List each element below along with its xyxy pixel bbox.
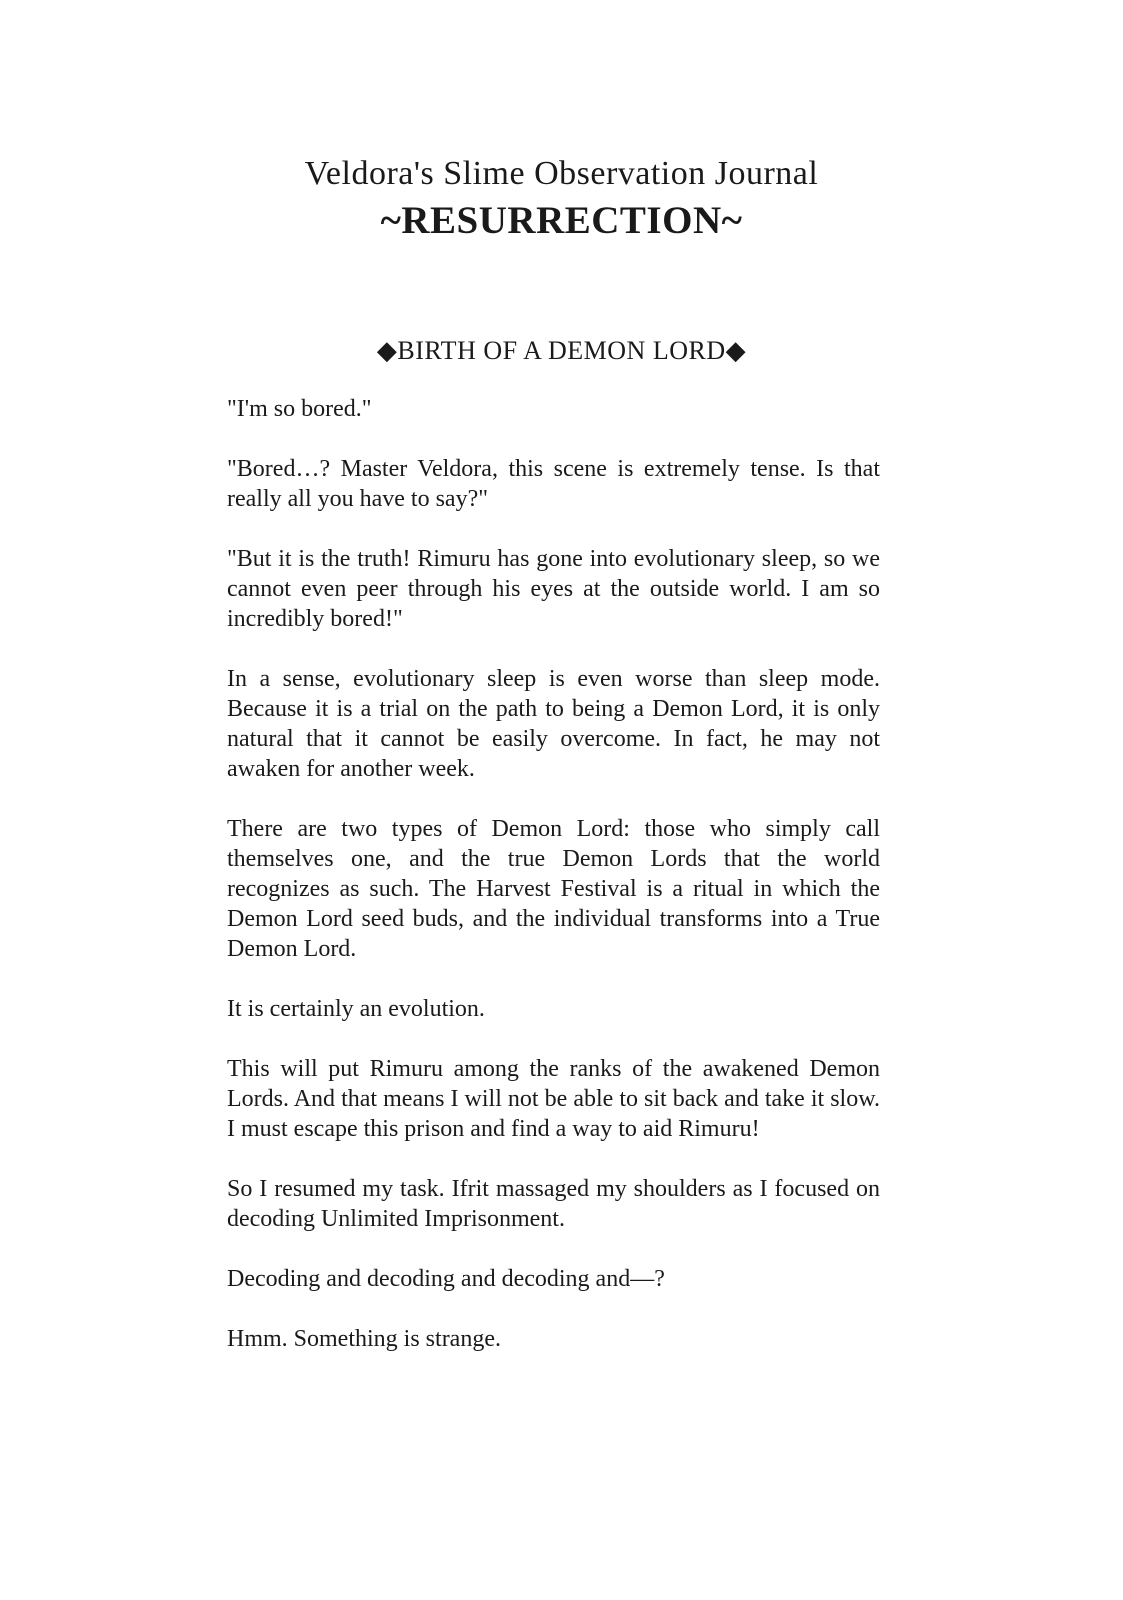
section-heading: ◆BIRTH OF A DEMON LORD◆ (376, 336, 747, 365)
paragraph-9: Decoding and decoding and decoding and—? (227, 1266, 665, 1292)
paragraph-3: "But it is the truth! Rimuru has gone into evolutionary sleep, so we cannot even peer through his eyes at the outside world. I am so incredibly bored!" (227, 546, 880, 632)
paragraph-1: "I'm so bored." (227, 396, 372, 422)
paragraph-4: In a sense, evolutionary sleep is even worse than sleep mode. Because it is a trial on the path to being a Demon Lord, it is only natural that it cannot be easily overcome. In fact, he may not awaken for another week. (227, 666, 880, 782)
paragraph-8: So I resumed my task. Ifrit massaged my shoulders as I focused on decoding Unlimited Imprisonment. (227, 1176, 880, 1232)
paragraph-5: There are two types of Demon Lord: those who simply call themselves one, and the true Demon Lords that the world recognizes as such. The Harvest Festival is a ritual in which the Demon Lord seed buds, and the individual transforms into a True Demon Lord. (227, 816, 880, 962)
paragraph-7: This will put Rimuru among the ranks of the awakened Demon Lords. And that means I will not be able to sit back and take it slow. I must escape this prison and find a way to aid Rimuru! (227, 1056, 880, 1142)
book-title: Veldora's Slime Observation Journal (304, 155, 819, 192)
book-subtitle: ~RESURRECTION~ (380, 199, 743, 242)
paragraph-6: It is certainly an evolution. (227, 996, 485, 1022)
paragraph-2: "Bored…? Master Veldora, this scene is extremely tense. Is that really all you have to say?" (227, 456, 880, 512)
paragraph-10: Hmm. Something is strange. (227, 1326, 501, 1352)
page-body (227, 394, 880, 1354)
